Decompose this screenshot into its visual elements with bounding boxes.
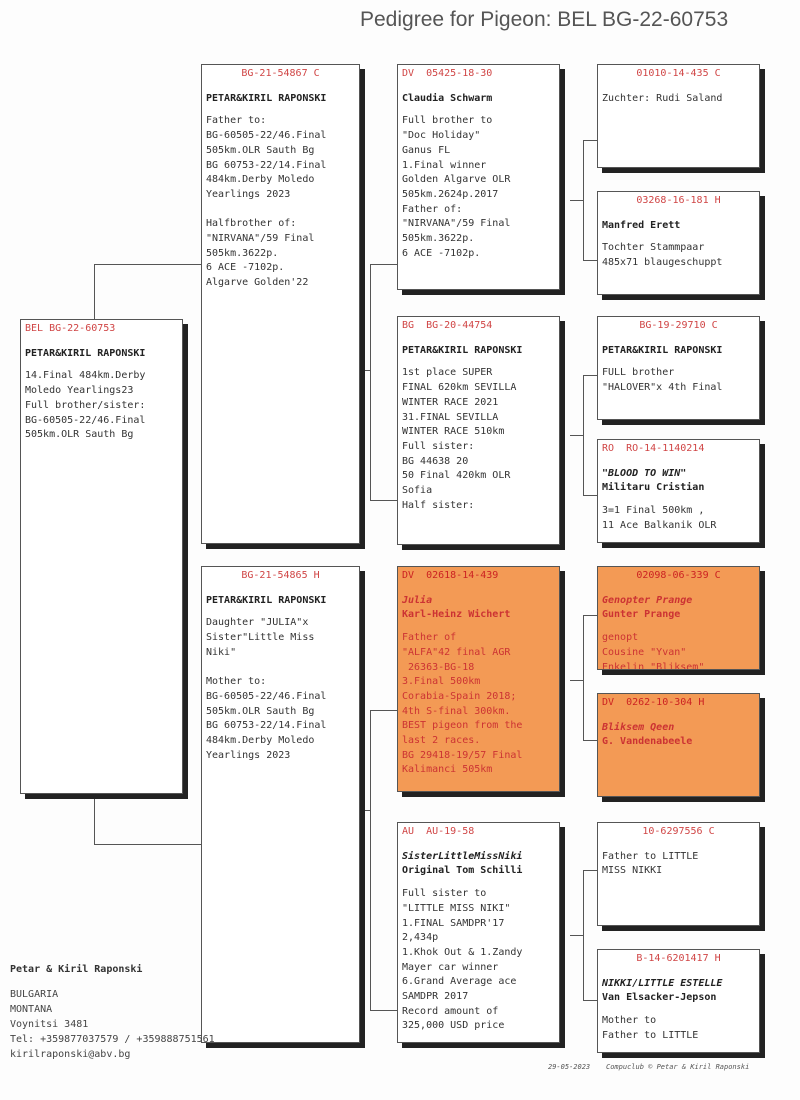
note-line: 1.Final winner (402, 159, 487, 171)
pigeon-notes (25, 369, 178, 443)
dam-dam-card[interactable] (397, 822, 560, 1043)
note-line: BG-60505-22/46.Final (25, 414, 146, 426)
print-date: 29-05-2023 (548, 1063, 591, 1071)
note-line: MISS NIKKI (602, 865, 663, 877)
sire-dam-card[interactable] (397, 316, 560, 545)
connector-line (583, 375, 584, 495)
note-line: SAMDPR 2017 (402, 991, 469, 1003)
sire-card[interactable] (201, 64, 360, 544)
note-line: Golden Algarve OLR (402, 174, 511, 186)
pigeon-notes (402, 366, 555, 513)
owner-name: PETAR&KIRIL RAPONSKI (602, 344, 723, 356)
owner-name: Militaru Cristian (602, 482, 705, 494)
dd-dam-card[interactable] (597, 949, 760, 1053)
connector-line (570, 200, 583, 201)
note-line: Full sister to (402, 888, 487, 900)
ring-number: BG-21-54865 H (241, 570, 320, 581)
pigeon-notes (402, 114, 555, 261)
ss-sire-card[interactable] (597, 64, 760, 168)
note-line: 505km.OLR Sauth Bg (206, 144, 315, 156)
ring-number: DV 05425-18-30 (402, 68, 493, 79)
note-line: BG 44638 20 (402, 455, 469, 467)
note-line: Father of (402, 632, 457, 644)
connector-line (583, 495, 598, 496)
ring-number: B-14-6201417 H (636, 953, 721, 964)
note-line: Full sister: (402, 440, 475, 452)
note-line: Ganus FL (402, 144, 451, 156)
note-line: Father to LITTLE (602, 850, 699, 862)
note-line: Algarve Golden'22 (206, 277, 309, 289)
pigeon-name: "BLOOD TO WIN" (602, 467, 687, 479)
note-line: 505km.3622p. (402, 233, 475, 245)
note-line: 2,434p (402, 932, 439, 944)
dam-sire-card[interactable] (397, 566, 560, 792)
note-line: 325,000 USD price (402, 1020, 505, 1032)
pigeon-notes (602, 92, 755, 107)
connector-line (360, 370, 370, 371)
connector-line (583, 375, 598, 376)
note-line: Yearlings 2023 (206, 188, 291, 200)
note-line: BG 60753-22/14.Final (206, 720, 327, 732)
owner-name: PETAR&KIRIL RAPONSKI (206, 92, 327, 104)
owner-name: Van Elsacker-Jepson (602, 992, 717, 1004)
note-line (206, 661, 355, 676)
owner-name: Manfred Erett (602, 219, 681, 231)
dd-sire-card[interactable] (597, 822, 760, 926)
note-line: Niki" (206, 646, 237, 658)
connector-line (570, 680, 583, 681)
pigeon-notes (602, 504, 755, 533)
pigeon-name: Bliksem Qeen (602, 721, 675, 733)
note-line: "Doc Holiday" (402, 130, 481, 142)
connector-line (583, 615, 598, 616)
connector-line (570, 935, 583, 936)
ds-dam-card[interactable] (597, 693, 760, 797)
note-line: 11 Ace Balkanik OLR (602, 519, 717, 531)
connector-line (583, 260, 598, 261)
ring-number: BG-19-29710 C (639, 320, 718, 331)
pigeon-notes (402, 631, 555, 778)
note-line: BG-60505-22/46.Final (206, 690, 327, 702)
connector-line (583, 1000, 598, 1001)
connector-line (583, 615, 584, 740)
note-line: 6 ACE -7102p. (206, 262, 285, 274)
owner-name: PETAR&KIRIL RAPONSKI (25, 347, 146, 359)
ring-number: 01010-14-435 C (636, 68, 721, 79)
pigeon-notes (602, 631, 755, 670)
ring-number: DV 02618-14-439 (402, 570, 499, 581)
note-line: 484km.Derby Moledo (206, 174, 315, 186)
pigeon-notes (206, 114, 355, 290)
note-line: 6.Grand Average ace (402, 976, 517, 988)
note-line: Full brother to (402, 115, 493, 127)
note-line: 1.FINAL SAMDPR'17 (402, 917, 505, 929)
note-line: Halfbrother of: (206, 218, 297, 230)
pigeon-notes (602, 1014, 755, 1043)
note-line: Daughter "JULIA"x (206, 617, 309, 629)
note-line: Father to: (206, 115, 267, 127)
note-line: "ALFA"42 final AGR (402, 646, 511, 658)
connector-line (94, 264, 95, 320)
owner-name: Original Tom Schilli (402, 865, 523, 877)
note-line (206, 203, 355, 218)
note-line: 50 Final 420km OLR (402, 470, 511, 482)
ds-sire-card[interactable] (597, 566, 760, 670)
owner-name: G. Vandenabeele (602, 736, 693, 748)
note-line: Sister"Little Miss (206, 632, 315, 644)
note-line: 505km.3622p. (206, 247, 279, 259)
note-line: Full brother/sister: (25, 399, 146, 411)
note-line: 1.Khok Out & 1.Zandy (402, 946, 523, 958)
sire-sire-card[interactable] (397, 64, 560, 290)
note-line: 4th S-final 300km. (402, 705, 511, 717)
connector-line (360, 810, 370, 811)
note-line: WINTER RACE 2021 (402, 396, 499, 408)
contact-line: MONTANA (10, 1004, 53, 1015)
software-credit: Compuclub © Petar & Kiril Raponski (606, 1063, 750, 1071)
note-line: Zuchter: Rudi Saland (602, 92, 723, 104)
connector-line (94, 795, 95, 844)
dam-card[interactable] (201, 566, 360, 1043)
note-line: FINAL 620km SEVILLA (402, 382, 517, 394)
connector-line (570, 435, 583, 436)
connector-line (370, 500, 398, 501)
note-line: 505km.OLR Sauth Bg (25, 429, 134, 441)
connector-line (94, 844, 202, 845)
pigeon-notes (602, 241, 755, 270)
contact-line: BULGARIA (10, 989, 59, 1000)
ring-number: BG-21-54867 C (241, 68, 320, 79)
pigeon-notes (602, 850, 755, 879)
connector-line (583, 140, 584, 260)
sd-sire-card[interactable] (597, 316, 760, 420)
ss-dam-card[interactable] (597, 191, 760, 295)
breeder-contact (10, 962, 215, 1062)
connector-line (583, 870, 584, 1000)
note-line: "HALOVER"x 4th Final (602, 382, 723, 394)
owner-name: Gunter Prange (602, 609, 681, 621)
connector-line (94, 264, 202, 265)
note-line: Mother to: (206, 676, 267, 688)
connector-line (370, 264, 398, 265)
pigeon-name: NIKKI/LITTLE ESTELLE (602, 977, 723, 989)
pigeon-name: Julia (402, 594, 433, 606)
ring-number: AU AU-19-58 (402, 826, 475, 837)
note-line: BG 29418-19/57 Final (402, 749, 523, 761)
note-line: 505km.2624p.2017 (402, 188, 499, 200)
connector-line (370, 710, 371, 1010)
note-line: Father to LITTLE (602, 1029, 699, 1041)
note-line: Record amount of (402, 1005, 499, 1017)
note-line: 14.Final 484km.Derby (25, 370, 146, 382)
note-line: Yearlings 2023 (206, 749, 291, 761)
note-line: Moledo Yearlings23 (25, 385, 134, 397)
note-line: "LITTLE MISS NIKI" (402, 902, 511, 914)
note-line: Father of: (402, 203, 463, 215)
note-line: last 2 races. (402, 735, 481, 747)
pigeon-name: Genopter Prange (602, 594, 693, 606)
ring-number: 10-6297556 C (642, 826, 715, 837)
connector-line (583, 870, 598, 871)
ring-number: DV 0262-10-304 H (602, 697, 705, 708)
note-line: 6 ACE -7102p. (402, 247, 481, 259)
connector-line (583, 140, 598, 141)
owner-name: Karl-Heinz Wichert (402, 609, 511, 621)
owner-name: PETAR&KIRIL RAPONSKI (402, 344, 523, 356)
note-line: 484km.Derby Moledo (206, 735, 315, 747)
note-line: Tochter Stammpaar (602, 242, 705, 254)
ring-number: BEL BG-22-60753 (25, 323, 116, 334)
note-line: "NIRVANA"/59 Final (206, 233, 315, 245)
ring-number: RO RO-14-1140214 (602, 443, 705, 454)
note-line: Mother to (602, 1015, 657, 1027)
note-line: Enkelin "Bliksem" (602, 661, 705, 670)
note-line: Cousine "Yvan" (602, 646, 687, 658)
pigeon-notes (402, 887, 555, 1034)
connector-line (583, 740, 598, 741)
note-line: Mayer car winner (402, 961, 499, 973)
note-line: 1st place SUPER (402, 367, 493, 379)
connector-line (370, 1010, 398, 1011)
owner-name: Claudia Schwarm (402, 92, 493, 104)
contact-line: Voynitsi 3481 (10, 1019, 89, 1030)
ring-number: 03268-16-181 H (636, 195, 721, 206)
ring-number: 02098-06-339 C (636, 570, 721, 581)
owner-name: PETAR&KIRIL RAPONSKI (206, 594, 327, 606)
phone-line: Tel: +359877037579 / +359888751561 (10, 1034, 215, 1045)
note-line: Kalimanci 505km (402, 764, 493, 776)
note-line: BG-60505-22/46.Final (206, 130, 327, 142)
pigeon-notes (602, 366, 755, 395)
note-line: FULL brother (602, 367, 675, 379)
page-title: Pedigree for Pigeon: BEL BG-22-60753 (360, 8, 729, 31)
note-line: BG 60753-22/14.Final (206, 159, 327, 171)
note-line: "NIRVANA"/59 Final (402, 218, 511, 230)
note-line: 485x71 blaugeschuppt (602, 257, 723, 269)
breeder-name: Petar & Kiril Raponski (10, 964, 143, 975)
pigeon-name: SisterLittleMissNiki (402, 850, 523, 862)
email-line[interactable]: kirilraponski@abv.bg (10, 1049, 131, 1060)
note-line: Corabia-Spain 2018; (402, 690, 517, 702)
note-line: genopt (602, 632, 639, 644)
pigeon-notes (206, 616, 355, 763)
ring-number: BG BG-20-44754 (402, 320, 493, 331)
note-line: Sofia (402, 485, 433, 497)
note-line: 505km.OLR Sauth Bg (206, 705, 315, 717)
subject-pigeon-card[interactable] (20, 319, 183, 794)
note-line: 31.FINAL SEVILLA (402, 411, 499, 423)
note-line: BEST pigeon from the (402, 720, 523, 732)
note-line: Half sister: (402, 499, 475, 511)
sd-dam-card[interactable] (597, 439, 760, 543)
note-line: 3.Final 500km (402, 676, 481, 688)
note-line: WINTER RACE 510km (402, 426, 505, 438)
connector-line (370, 710, 398, 711)
note-line: 3=1 Final 500km , (602, 505, 705, 517)
connector-line (370, 264, 371, 500)
note-line: 26363-BG-18 (402, 661, 475, 673)
